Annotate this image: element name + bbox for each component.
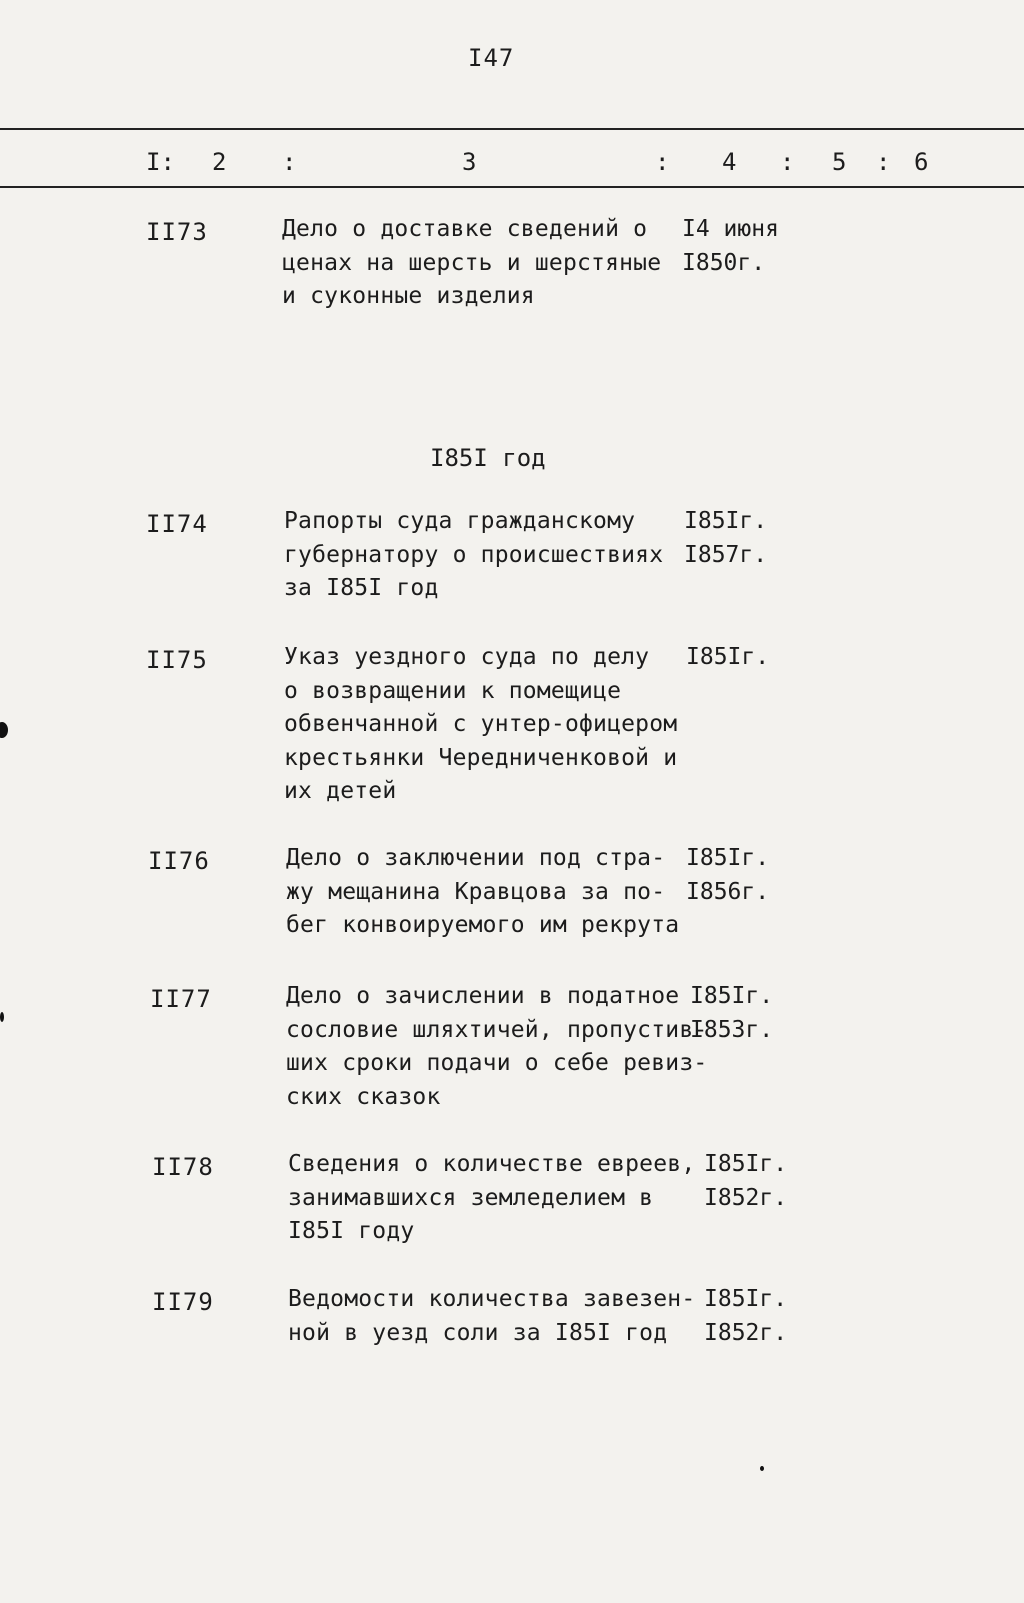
entry-date: I857г. (684, 541, 768, 568)
entry-number: II77 (150, 985, 212, 1013)
entry-title (282, 213, 661, 314)
entry-dates (684, 505, 767, 572)
column-header-4: 4 (722, 148, 737, 176)
entry-date: I85Iг. (704, 1151, 788, 1177)
entry-title (284, 505, 663, 606)
entry-dates (704, 1283, 787, 1350)
entry-date: I85Iг. (684, 508, 768, 534)
entry-title (288, 1148, 695, 1249)
entry-dates (682, 213, 779, 280)
entry-title-line: ной в уезд соли за I85I год (288, 1319, 668, 1346)
entry-date: I85Iг. (690, 983, 774, 1009)
entry-title-line: обвенчанной с унтер-офицером (284, 711, 678, 737)
entry-number: II79 (152, 1288, 214, 1316)
entry-title-line: их детей (284, 778, 397, 804)
section-title: I85I год (430, 444, 546, 472)
entry-title-line: ских сказок (286, 1083, 441, 1110)
entry-title-line: Указ уездного суда по делу (284, 644, 650, 670)
page-number: I47 (468, 44, 515, 72)
entry-title-line: сословие шляхтичей, пропустив- (286, 1016, 708, 1043)
entry-title-line: занимавшихся земледелием в (288, 1184, 654, 1211)
entry-title-line: Ведомости количества завезен- (288, 1286, 696, 1312)
entry-date: I852г. (704, 1184, 788, 1211)
entry-date: I85Iг. (686, 644, 770, 670)
scan-speck (0, 722, 8, 738)
entry-title-line: жу мещанина Кравцова за по- (286, 878, 666, 905)
entry-dates (686, 641, 769, 675)
entry-number: II73 (146, 218, 208, 246)
entry-date: I850г. (682, 249, 766, 276)
entry-date: I853г. (690, 1016, 774, 1043)
column-header-1: I: (146, 148, 175, 176)
entry-title-line: Дело о заключении под стра- (286, 845, 666, 871)
entry-title (284, 641, 677, 809)
entry-title-line: Рапорты суда гражданскому (284, 508, 636, 534)
entry-title-line: и суконные изделия (282, 283, 535, 309)
entry-number: II78 (152, 1153, 214, 1181)
entry-title-line: ших сроки подачи о себе ревиз- (286, 1050, 708, 1076)
entry-number: II75 (146, 646, 208, 674)
entry-date: I4 июня (682, 216, 779, 242)
entry-number: II74 (146, 510, 208, 538)
entry-title-line: о возвращении к помещице (284, 677, 622, 704)
column-header-3: 3 (462, 148, 477, 176)
column-separator: : (282, 148, 297, 176)
entry-title (288, 1283, 695, 1350)
entry-dates (690, 980, 773, 1047)
entry-title (286, 980, 707, 1114)
entry-date: I85Iг. (686, 845, 770, 871)
entry-date: I852г. (704, 1319, 788, 1346)
column-separator: : (780, 148, 795, 176)
column-header-2: 2 (212, 148, 227, 176)
entry-title-line: I85I году (288, 1218, 415, 1244)
entry-title-line: крестьянки Чередниченковой и (284, 744, 678, 771)
entry-title-line: бег конвоируемого им рекрута (286, 912, 680, 938)
entry-date: I856г. (686, 878, 770, 905)
entry-title-line: за I85I год (284, 575, 439, 601)
header-top-rule (0, 128, 1024, 130)
column-separator: : (876, 148, 891, 176)
scan-speck (0, 1012, 4, 1022)
scan-speck (760, 1466, 764, 1471)
column-separator: : (655, 148, 670, 176)
entry-title-line: Дело о доставке сведений о (282, 216, 648, 242)
entry-date: I85Iг. (704, 1286, 788, 1312)
entry-title (286, 842, 679, 943)
entry-dates (704, 1148, 787, 1215)
entry-title-line: Сведения о количестве евреев, (288, 1151, 696, 1177)
column-header-5: 5 (832, 148, 847, 176)
entry-title-line: Дело о зачислении в податное (286, 983, 680, 1009)
entry-title-line: ценах на шерсть и шерстяные (282, 249, 662, 276)
column-header-6: 6 (914, 148, 929, 176)
entry-number: II76 (148, 847, 210, 875)
entry-title-line: губернатору о происшествиях (284, 541, 664, 568)
entry-dates (686, 842, 769, 909)
header-bottom-rule (0, 186, 1024, 188)
